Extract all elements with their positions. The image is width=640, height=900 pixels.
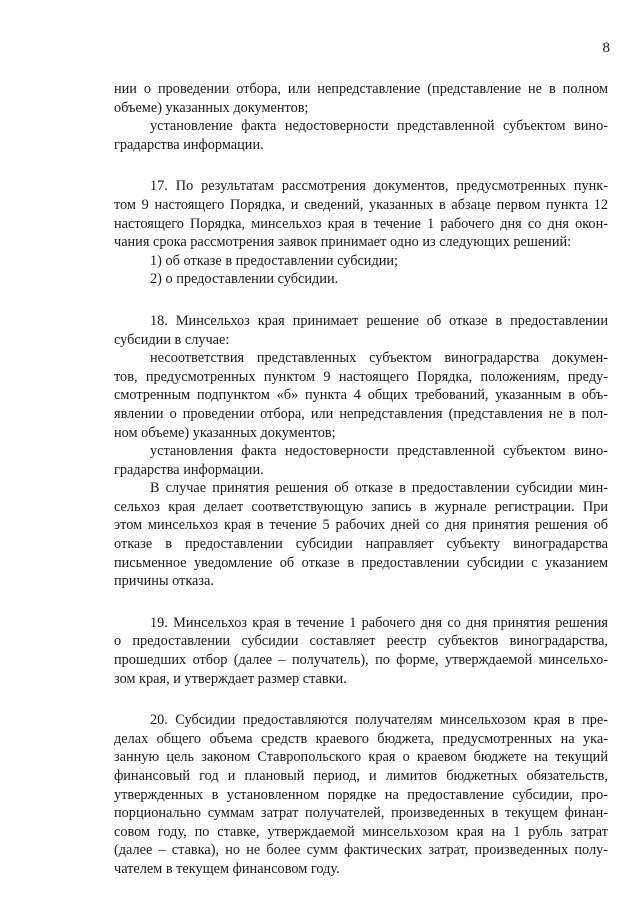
text-line: занную цель законом Ставропольского края о краевом бюджете на текущий [114,749,608,766]
text-line: чателем в текущем финансовом году. [114,860,340,877]
document-body [114,80,608,879]
text-line: отказе в предоставлении субсидии направляет субъекту виноградарства [114,536,608,553]
paragraph-gap [114,591,608,614]
text-line: градарства информации. [114,461,264,478]
text-line: совом году, по ставке, утверждаемой минсельхозом края на 1 рубль затрат [114,823,608,840]
clause-18 [114,312,608,591]
text-line: чания срока рассмотрения заявок принимает одно из следующих решений: [114,234,572,251]
text-line: финансовый год и плановый период, и лимитов бюджетных обязательств, [114,768,608,784]
text-line: утвержденных в установленном порядке на предоставление субсидии, про- [114,786,608,803]
paragraph-gap [114,154,608,177]
text-line: письменное уведомление об отказе в предоставлении субсидии с указанием [114,554,608,571]
clause-19 [114,614,608,688]
text-line: 19. Минсельхоз края в течение 1 рабочего дня со дня принятия решения [150,614,608,631]
text-line: установление факта недостоверности представленной субъектом вино- [150,118,608,135]
clause-17 [114,177,608,289]
clause-20 [114,711,608,878]
text-line: нии о проведении отбора, или непредставление (представление не в полном [114,81,608,97]
text-line: тов, предусмотренных пунктом 9 настоящего Порядка, положениям, преду- [114,368,608,385]
paragraph-gap [114,688,608,711]
text-line: зом края, и утверждает размер ставки. [114,670,347,687]
text-line: 17. По результатам рассмотрения документов, предусмотренных пунк- [150,178,608,195]
text-line: объеме) указанных документов; [114,99,309,116]
list-item: 1) об отказе в предоставлении субсидии; [150,252,399,269]
paragraph-continuation [114,80,608,117]
paragraph [114,117,608,154]
text-line: смотренным подпунктом «б» пункта 4 общих требований, указанным в объ- [114,387,608,404]
text-line: порционально суммам затрат получателей, произведенных в текущем финан- [114,805,608,822]
text-line: прошедших отбор (далее – получатель), по форме, утверждаемой минсельхо- [114,652,608,669]
text-line: В случае принятия решения об отказе в предоставлении субсидии мин- [150,480,608,497]
page-number: 8 [602,40,610,56]
text-line: делах общего объема средств краевого бюджета, предусмотренных на ука- [114,730,608,747]
list-item: 2) о предоставлении субсидии. [150,271,339,288]
text-line: этом минсельхоз края в течение 5 рабочих дней со дня принятия решения об [114,517,608,534]
text-line: установления факта недостоверности представленной субъектом вино- [150,443,608,460]
text-line: ном объеме) указанных документов; [114,424,336,441]
text-line: 20. Субсидии предоставляются получателям минсельхозом края в пре- [150,712,608,729]
text-line: субсидии в случае: [114,331,230,348]
text-line: сельхоз края делает соответствующую запись в журнале регистрации. При [114,498,608,515]
text-line: (далее – ставка), но не более сумм фактических затрат, произведенных полу- [114,842,608,859]
text-line: 18. Минсельхоз края принимает решение об отказе в предоставлении [150,312,608,329]
text-line: настоящего Порядка, минсельхоз края в течение 1 рабочего дня со дня окон- [114,215,608,232]
paragraph-gap [114,289,608,312]
text-line: том 9 настоящего Порядка, и сведений, указанных в абзаце первом пункта 12 [114,196,608,213]
text-line: несоответствия представленных субъектом виноградарства докумен- [150,350,608,367]
text-line: о предоставлении субсидии составляет реестр субъектов виноградарства, [114,633,608,650]
text-line: градарства информации. [114,136,264,153]
text-line: причины отказа. [114,573,214,590]
text-line: явлении о проведении отбора, или непредставления (представления не в пол- [114,405,608,422]
